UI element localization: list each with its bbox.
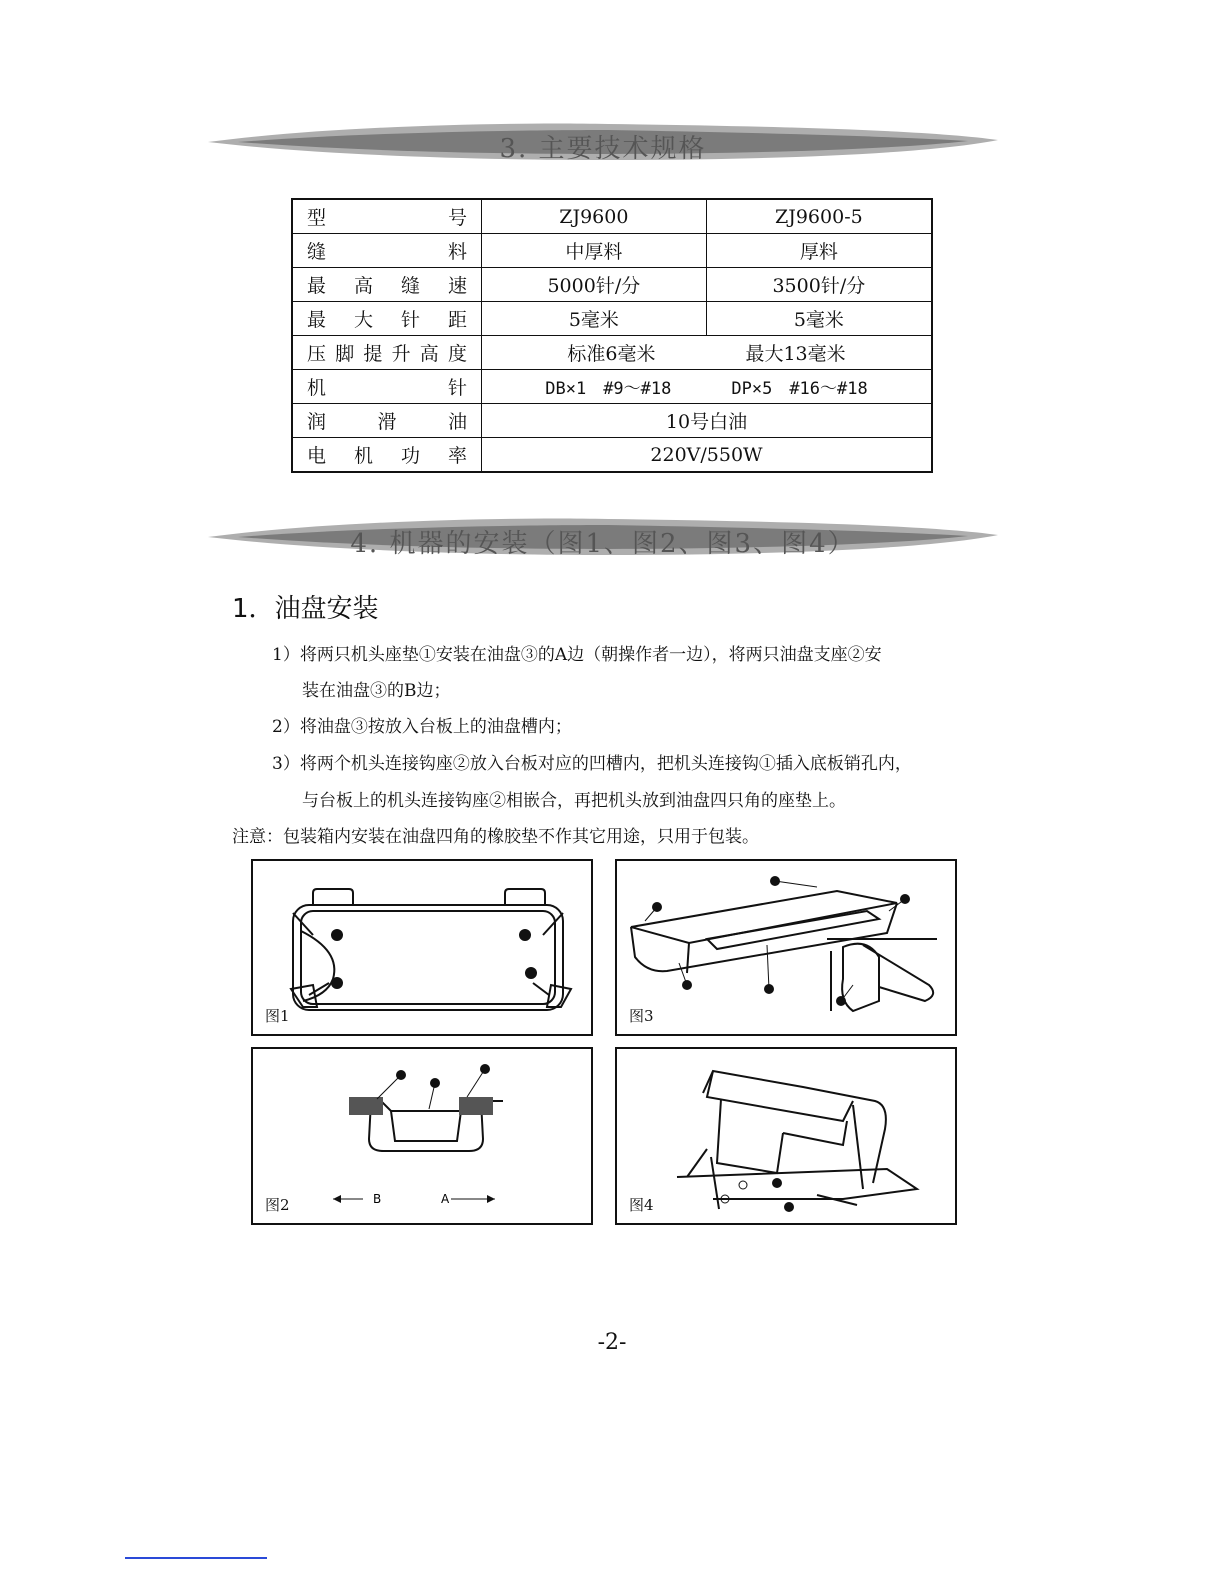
figure-2 — [251, 1047, 593, 1225]
cell-value: 10号白油 — [482, 404, 933, 438]
figure-3 — [615, 859, 957, 1036]
figure-caption: 图1 — [265, 1007, 290, 1025]
row-label: 最大针距 — [292, 302, 482, 336]
section-banner-install — [208, 515, 998, 559]
table-row — [292, 336, 932, 370]
step-text: 与台板上的机头连接钩座②相嵌合，再把机头放到油盘四只角的座垫上。 — [302, 791, 846, 811]
cell-value: 标准6毫米 — [567, 343, 656, 365]
row-label: 机 针 — [292, 370, 482, 404]
cell-value: 5000针/分 — [482, 268, 707, 302]
cell-value: ZJ9600 — [482, 199, 707, 234]
oil-pan-perspective-drawing — [617, 861, 955, 1034]
arrow-label-a: A — [441, 1192, 450, 1206]
table-row — [292, 438, 932, 473]
figure-caption: 图4 — [629, 1196, 654, 1214]
table-row — [292, 370, 932, 404]
row-label: 型 号 — [292, 199, 482, 234]
row-label: 润滑油 — [292, 404, 482, 438]
subsection-title: 1．油盘安装 — [232, 594, 379, 624]
cell-value: 5毫米 — [482, 302, 707, 336]
row-label: 最高缝速 — [292, 268, 482, 302]
footer-rule — [125, 1557, 267, 1559]
step-text: 装在油盘③的B边； — [302, 681, 451, 701]
cell-value: DP×5 #16～#18 — [731, 379, 868, 399]
oil-pan-top-view-drawing — [253, 861, 591, 1034]
table-row — [292, 234, 932, 268]
cell-value: 220V/550W — [482, 438, 933, 473]
note-text: 注意：包装箱内安装在油盘四角的橡胶垫不作其它用途，只用于包装。 — [232, 827, 759, 847]
cell-value: 中厚料 — [482, 234, 707, 268]
section-banner-specs — [208, 120, 998, 164]
table-row — [292, 268, 932, 302]
section-title-specs: 3. 主要技术规格 — [499, 134, 707, 164]
table-row — [292, 199, 932, 234]
figure-caption: 图3 — [629, 1007, 654, 1025]
cell-value-merged — [482, 336, 933, 370]
spec-table — [291, 198, 933, 473]
table-row — [292, 302, 932, 336]
sewing-machine-head-drawing — [617, 1049, 955, 1223]
arrow-label-b: B — [373, 1192, 382, 1206]
step-text: 3）将两个机头连接钩座②放入台板对应的凹槽内，把机头连接钩①插入底板销孔内， — [272, 754, 912, 774]
row-label: 压脚提升高度 — [292, 336, 482, 370]
cell-value: 3500针/分 — [706, 268, 932, 302]
cell-value: 最大13毫米 — [745, 343, 846, 365]
step-text: 2）将油盘③按放入台板上的油盘槽内； — [272, 717, 572, 737]
row-label: 缝 料 — [292, 234, 482, 268]
row-label: 电机功率 — [292, 438, 482, 473]
cell-value-merged — [482, 370, 933, 404]
section-title-install: 4. 机器的安装（图1、图2、图3、图4） — [350, 529, 856, 559]
cell-value: 5毫米 — [706, 302, 932, 336]
page-number: -2- — [597, 1330, 627, 1355]
cell-value: ZJ9600-5 — [706, 199, 932, 234]
cell-value: DB×1 #9～#18 — [545, 379, 672, 399]
step-text: 1）将两只机头座垫①安装在油盘③的A边（朝操作者一边），将两只油盘支座②安 — [272, 645, 882, 665]
figure-caption: 图2 — [265, 1196, 290, 1214]
figure-4 — [615, 1047, 957, 1225]
cell-value: 厚料 — [706, 234, 932, 268]
figure-1 — [251, 859, 593, 1036]
oil-pan-cross-section-drawing — [253, 1049, 591, 1223]
table-row — [292, 404, 932, 438]
